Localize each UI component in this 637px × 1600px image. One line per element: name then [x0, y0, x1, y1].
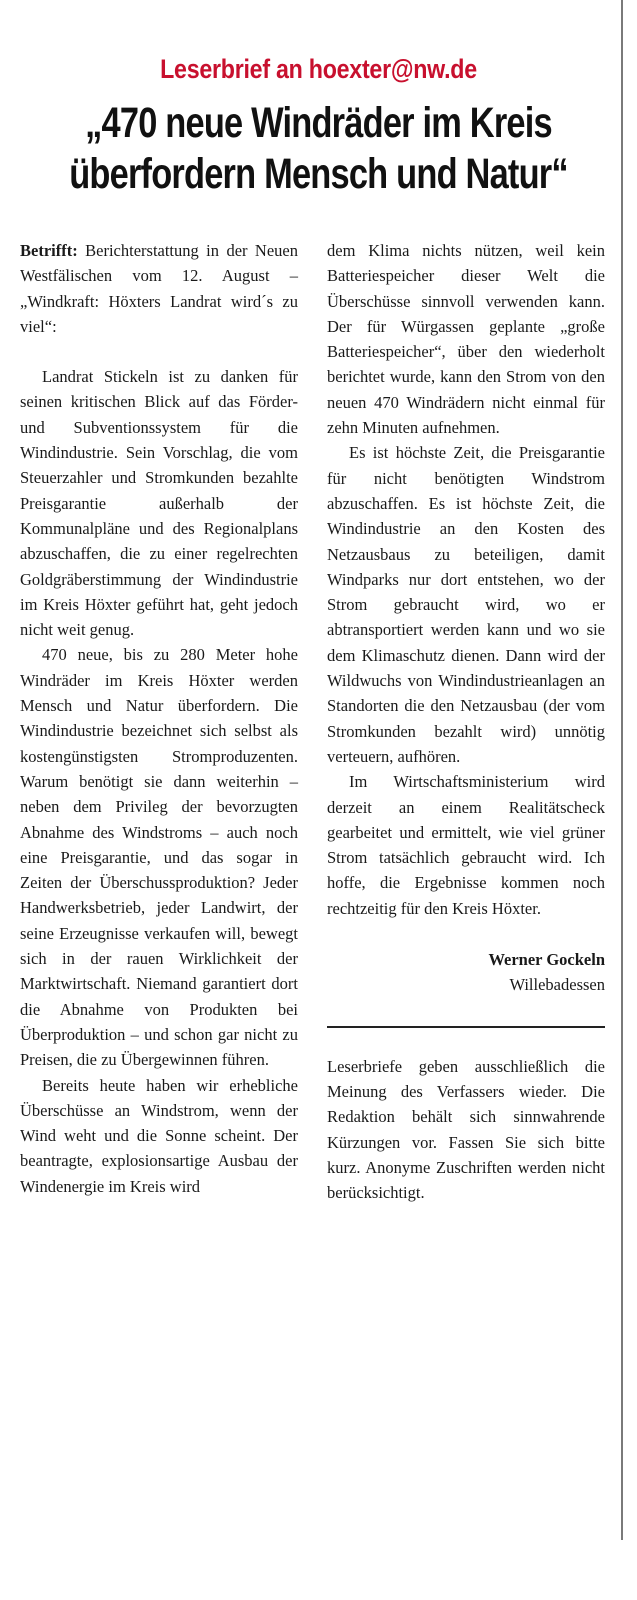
paragraph: Landrat Stickeln ist zu danken für seinen kritischen Blick auf das Förder- und Subventionssystem für die Windindustrie. Sein Vorschlag, die vom Steuerzahler und Stromkunden bezahlte Preisgarantie außerhalb der Kommunalpläne und des Regionalplans abzuschaffen, die zu einer regelrechten Goldgräberstimmung der Windindustrie im Kreis Höxter geführt hat, geht jedoch nicht weit genug.	[20, 367, 298, 640]
right-column	[327, 238, 605, 1205]
intro	[20, 238, 298, 339]
intro-label: Betrifft:	[20, 241, 78, 260]
kicker: Leserbrief an hoexter@nw.de	[160, 54, 477, 84]
separator-line	[327, 1026, 605, 1028]
paragraph: Im Wirtschaftsministerium wird derzeit an einem Realitätscheck gearbeitet und ermittelt, wie viel grüner Strom tatsächlich gebraucht wird. Ich hoffe, die Ergebnisse kommen noch rechtzeitig für den Kreis Höxter.	[327, 772, 605, 918]
intro-text: Berichterstattung in der Neuen Westfälischen vom 12. August – „Windkraft: Höxters Landrat wird´s zu viel“:	[20, 241, 298, 336]
paragraph: dem Klima nichts nützen, weil kein Batteriespeicher dieser Welt die Überschüsse sinnvoll verwenden kann. Der für Würgassen geplante „große Batteriespeicher“, über den wiederholt berichtet wurde, kann den Strom von den neuen 470 Windrädern nicht einmal für zehn Minuten aufnehmen.	[327, 241, 605, 438]
disclaimer: Leserbriefe geben ausschließlich die Meinung des Verfassers wieder. Die Redaktion behält sich sinnwahrende Kürzungen vor. Fassen Sie sich bitte kurz. Anonyme Zuschriften werden nicht berücksichtigt.	[327, 1056, 605, 1203]
left-column	[20, 238, 298, 1199]
headline-line-2: überfordern Mensch und Natur“	[69, 150, 568, 198]
headline-line-1: „470 neue Windräder im Kreis	[85, 99, 552, 147]
paragraph: Bereits heute haben wir erhebliche Überschüsse an Windstrom, wenn der Wind weht und die Sonne scheint. Der beantragte, explosionsartige Ausbau der Windenergie im Kreis wird	[20, 1075, 298, 1196]
paragraph: 470 neue, bis zu 280 Meter hohe Windräder im Kreis Höxter werden Mensch und Natur überfordern. Die Windindustrie bezeichnet sich selbst als kostengünstigsten Stromproduzenten. Warum benötigt sie dann weiterhin – neben dem Privileg der bevorzugten Abnahme des Windstroms – auch noch eine Preisgarantie, und das sogar in Zeiten der Überschussproduktion? Jeder Handwerksbetrieb, jeder Landwirt, der seine Erzeugnisse verkaufen will, bewegt sich in der rauen Wirklichkeit der Marktwirtschaft. Niemand garantiert dort die Abnahme von Produkten bei Überproduktion – und schon gar nicht zu Preisen, die zu Übergewinnen führen.	[20, 645, 298, 1070]
column-rule	[621, 0, 623, 1540]
paragraph: Es ist höchste Zeit, die Preisgarantie für nicht benötigten Windstrom abzuschaffen. Es ist höchste Zeit, die Windindustrie an den Kosten des Netzausbaus zu beteiligen, damit Windparks nur dort entstehen, wo der Strom gebraucht wird, wo er abtransportiert werden kann und wo sie dem Klimaschutz dienen. Dann wird der Wildwuchs von Windindustrieanlagen an Standorten die den Netzausbau (der vom Stromkunden bezahlt wird) unnötig verteuern, aufhören.	[327, 443, 605, 766]
author-name: Werner Gockeln	[488, 950, 605, 970]
author-place: Willebadessen	[509, 975, 605, 995]
headline	[64, 98, 574, 200]
